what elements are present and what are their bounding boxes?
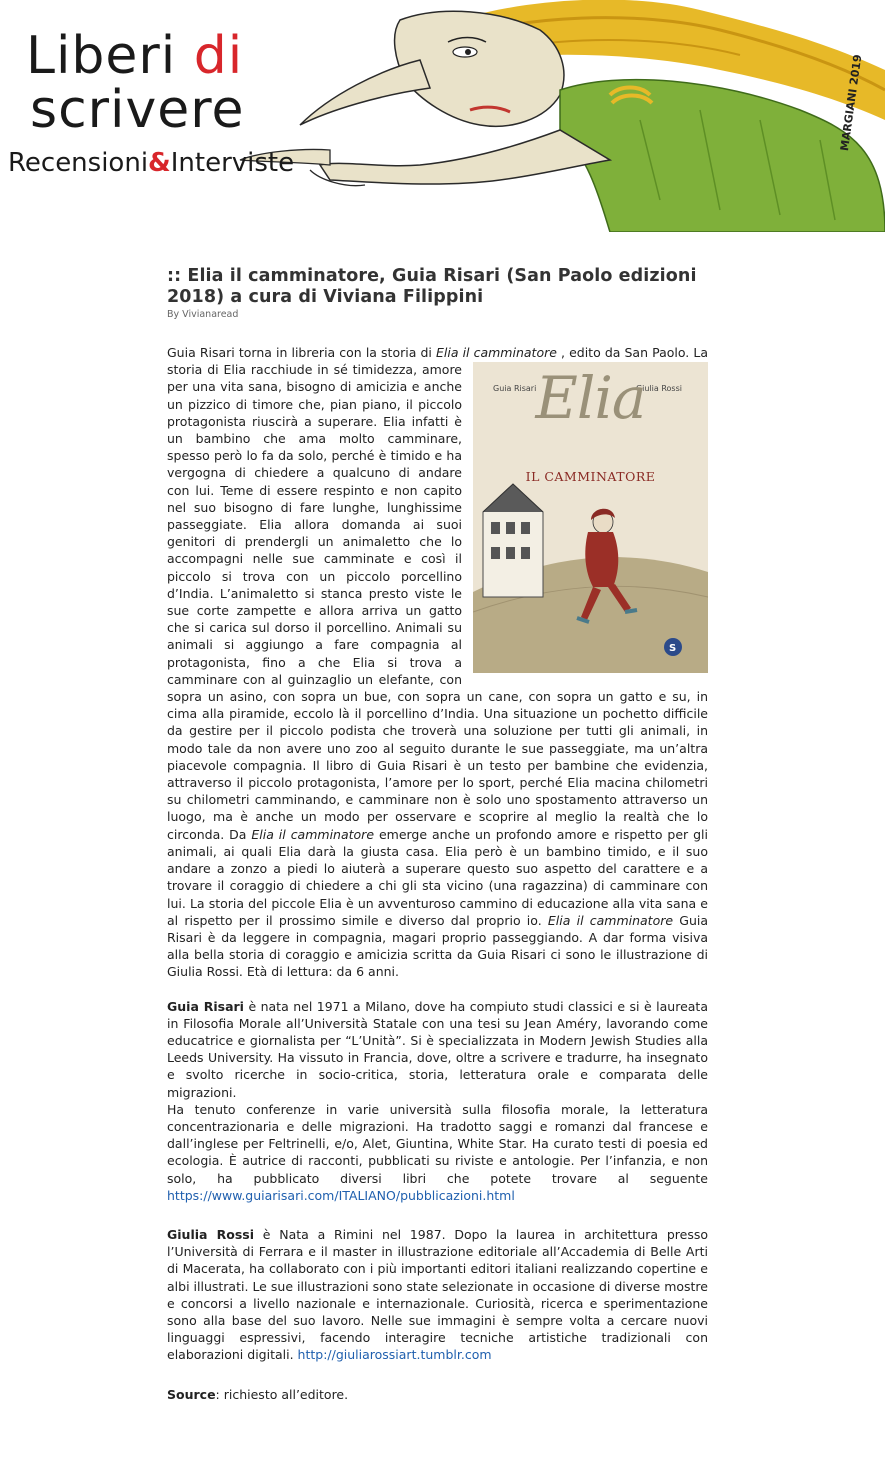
- review-paragraph: Guia Risari torna in libreria con la storia di Elia il camminatore S Guia Risari Giulia Rossi Elia IL CAMMINATORE , edito da San Paolo. La storia di Elia racchiude in sé timidezza, amore per una vita sana, bisogno di amicizia e anche un pizzico di timore che, pian piano, il piccolo protagonista riuscirà a superare. Elia infatti è un bambino che ama molto camminare, spesso però lo fa da solo, perché è timido e ha vergogna di chiedere a qualcuno di andare con lui. Teme di essere respinto e non capito nel suo bisogno di fare lunghe, lunghissime passeggiate. Elia allora domanda ai suoi genitori di prendergli un animaletto che lo accompagni nelle sue camminate e così il piccolo si trova con un piccolo porcellino d’India. L’animaletto si stanca presto viste le sue corte zampette e allora arriva un gatto che si carica sul dorso il porcellino. Animali su animali si aggiungo a fare compagnia al protagonista, fino a che Elia si trova a camminare con al guinzaglio un elefante, con sopra un asino, con sopra un bue, con sopra un cane, con sopra un gatto e su, in cima alla piramide, eccolo là il porcellino d’India. Una situazione un pochetto difficile da gestire per il piccolo podista che troverà una soluzione per tutti gli animali, in modo tale da non avere uno zoo al seguito durante le sue passeggiate, ma un’altra piacevole compagnia. Il libro di Guia Risari è un testo per bambine che evidenzia, attraverso il piccolo protagonista, l’amore per lo sport, perché Elia macina chilometri su chilometri camminando, e camminare non è solo uno spostamento attraverso un luogo, ma è anche un modo per osservare e scoprire al meglio la realtà che lo circonda. Da Elia il camminatore emerge anche un profondo amore e rispetto per gli animali, ai quali Elia darà la giusta casa. Elia però è un bambino timido, e il suo andare a zonzo a piedi lo aiuterà a superare questo suo aspetto del carattere e a trovare il coraggio di chiedere a chi gli sta vicino (una ragazzina) di camminare con lui. La storia del piccole Elia è un avventuroso cammino di educazione alla vita sana e al rispetto per il prossimo simile e diverso dal proprio io. Elia il camminatore Guia Risari è da leggere in compagnia, magari proprio passeggiando. A dar forma visiva alla bella storia di coraggio e amicizia scritta da Guia Risari ci sono le illustrazione di Giulia Rossi. Età di lettura: da 6 anni.: [167, 345, 709, 980]
- illustrator-bio-rossi: Giulia Rossi è Nata a Rimini nel 1987. Dopo la laurea in architettura presso l’Università di Ferrara e il master in illustrazione editoriale all’Accademia di Belle Arti di Macerata, ha collaborato con i più importanti editori italiani realizzando copertine e albi illustrati. Le sue illustrazioni sono state selezionate in occasione di diverse mostre e concorsi a livello nazionale e internazionale. Curiosità, ricerca e sperimentazione sono alla base del suo lavoro. Nelle sue immagini è sempre volta a cercare nuovi linguaggi espressivi, facendo interagire tecniche artistiche tradizionali con elaborazioni digitali. http://giuliarossiart.tumblr.com: [167, 1226, 708, 1363]
- logo-subtitle: Recensioni&Interviste: [8, 148, 295, 178]
- cover-author: Guia Risari: [493, 384, 537, 394]
- author-bio-risari-cont: Ha tenuto conferenze in varie università sulla filosofia morale, la letteratura concentrazionaria e delle migrazioni. Ha tradotto saggi e romanzi dal francese e dall’inglese per Feltrinelli, e/o, Alet, Giuntina, White Star. Ha curato testi di poesia ed ecologia. È autrice di racconti, pubblicati su riviste e antologie. Per l’infanzia, e non solo, ha pubblicato diversi libri che potete trovare al seguente https://www.guiarisari.com/ITALIANO/pubblicazioni.html: [167, 1101, 708, 1203]
- cover-subtitle: IL CAMMINATORE: [525, 469, 656, 485]
- risari-publications-link[interactable]: https://www.guiarisari.com/ITALIANO/pubblicazioni.html: [167, 1187, 515, 1203]
- cover-illustrator: Giulia Rossi: [635, 384, 682, 394]
- article-body: [167, 344, 708, 1403]
- author-bio-risari: Guia Risari è nata nel 1971 a Milano, dove ha compiuto studi classici e si è laureata in Filosofia Morale all’Università Statale con una tesi su Jean Améry, lavorando come educatrice e giornalista per “L’Unità”. Si è specializzata in Modern Jewish Studies alla Leeds University. Ha vissuto in Francia, dove, oltre a scrivere e tradurre, ha insegnato e svolto ricerche in socio-critica, storia, letteratura orale e comparata delle migrazioni.: [167, 998, 708, 1100]
- article-byline: By Vivianaread: [167, 309, 239, 320]
- book-cover-image: [473, 362, 708, 673]
- artist-signature: MARGIANI 2019: [838, 53, 865, 152]
- svg-text:S: S: [669, 643, 677, 655]
- article-title: :: Elia il camminatore, Guia Risari (San Paolo edizioni 2018) a cura di Viviana Filippini: [167, 266, 697, 307]
- site-header-banner: [0, 0, 885, 232]
- logo-title-line1: Liberi di: [26, 26, 244, 86]
- rossi-portfolio-link[interactable]: http://giuliarossiart.tumblr.com: [297, 1347, 492, 1363]
- source-label: Source: [167, 1386, 216, 1402]
- cover-title: Elia: [535, 364, 646, 433]
- author-name-risari: Guia Risari: [167, 998, 244, 1014]
- source-note: Source: richiesto all’editore.: [167, 1386, 349, 1402]
- article: [167, 266, 708, 1403]
- illustrator-name-rossi: Giulia Rossi: [167, 1226, 254, 1242]
- logo-title-line2: scrivere: [30, 80, 245, 140]
